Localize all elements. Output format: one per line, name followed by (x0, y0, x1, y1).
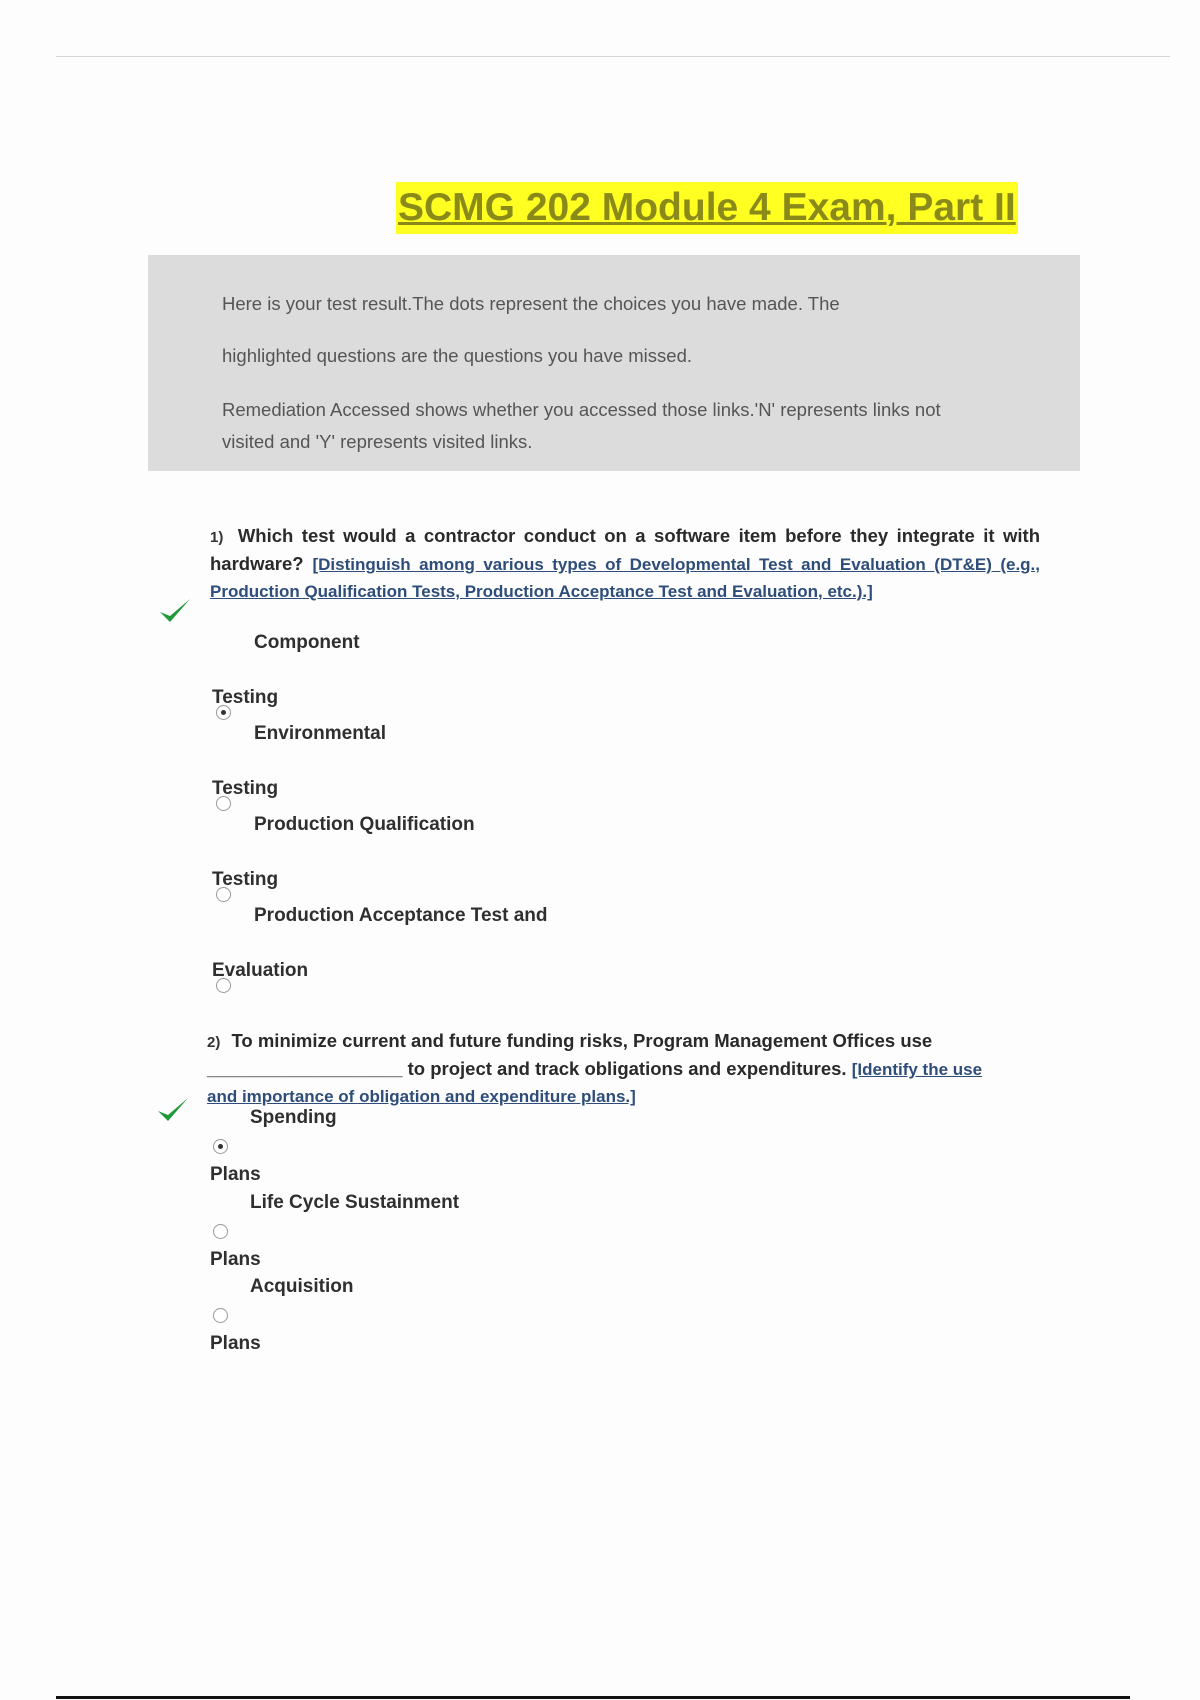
question-1-text (210, 523, 1040, 605)
option-label-tail: Plans (210, 1333, 261, 1354)
result-info-line: highlighted questions are the questions you have missed. (222, 345, 692, 366)
radio-button-spending-plans[interactable] (213, 1139, 228, 1154)
option-label-tail: Plans (210, 1164, 261, 1185)
page-title: SCMG 202 Module 4 Exam, Part II (396, 182, 1018, 234)
remediation-link[interactable]: [Identify the use and importance of obligation and expenditure plans.] (207, 1060, 983, 1106)
result-info-line: Here is your test result.The dots represent the choices you have made. The (222, 293, 840, 314)
question-number: 1) (210, 529, 224, 546)
option-label: Acquisition (250, 1276, 354, 1297)
question-2-text (207, 1028, 1007, 1110)
option-label-tail: Plans (210, 1249, 261, 1270)
option-label-tail: Evaluation (212, 960, 309, 981)
question-prompt: Which test would a contractor conduct on a software item before they integrate it with hardware? (210, 525, 1040, 574)
checkmark-icon (156, 1095, 190, 1125)
option-label-tail: Testing (212, 869, 279, 890)
question-blank: ___________________ (207, 1058, 403, 1079)
question-prompt-cont: to project and track obligations and expenditures. (407, 1058, 847, 1079)
question-number: 2) (207, 1034, 221, 1051)
radio-button-life-cycle-plans[interactable] (213, 1224, 228, 1239)
result-info-line: visited and 'Y' represents visited links. (222, 431, 533, 452)
top-divider (56, 56, 1170, 57)
bottom-divider (56, 1696, 1130, 1699)
radio-button-acquisition-plans[interactable] (213, 1308, 228, 1323)
option-label: Component (254, 632, 360, 653)
question-prompt: To minimize current and future funding risks, Program Management Offices use (231, 1030, 933, 1051)
option-label: Spending (250, 1107, 337, 1128)
option-label-tail: Testing (212, 778, 279, 799)
option-label: Production Acceptance Test and (254, 905, 548, 926)
result-info-box (148, 255, 1080, 471)
option-label-tail: Testing (212, 687, 279, 708)
checkmark-icon (158, 596, 192, 626)
option-label: Environmental (254, 723, 386, 744)
remediation-link[interactable]: [Distinguish among various types of Developmental Test and Evaluation (DT&E) (e.g., Production Qualification Tests, Production Acceptance Test and Evaluation, etc.).] (210, 555, 1041, 601)
option-label: Production Qualification (254, 814, 475, 835)
option-label: Life Cycle Sustainment (250, 1192, 460, 1213)
result-info-line: Remediation Accessed shows whether you accessed those links.'N' represents links not (222, 399, 941, 420)
